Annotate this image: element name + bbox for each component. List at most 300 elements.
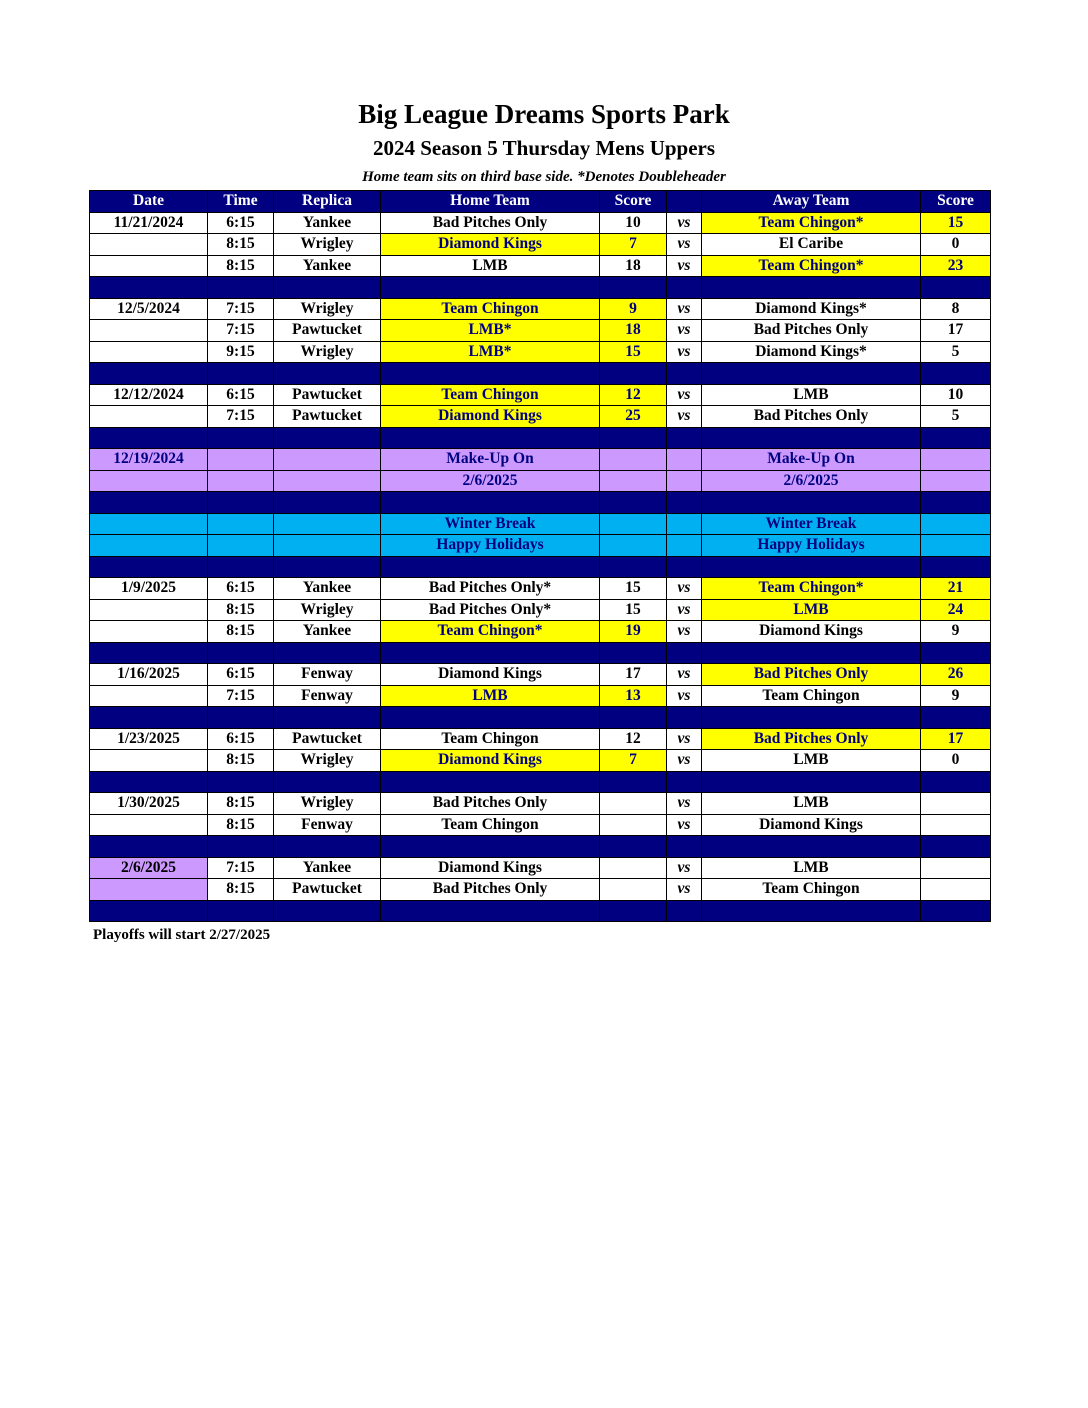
away-team-cell: Diamond Kings [702, 814, 921, 836]
home-team-cell: Diamond Kings [381, 234, 600, 256]
separator-cell [208, 492, 274, 514]
away-team-cell: Bad Pitches Only [702, 664, 921, 686]
date-cell: 2/6/2025 [90, 857, 208, 879]
date-cell [90, 535, 208, 557]
date-cell [90, 599, 208, 621]
away-team-cell: Bad Pitches Only [702, 728, 921, 750]
away-score-cell [921, 449, 991, 471]
time-cell: 8:15 [208, 255, 274, 277]
home-score-cell [600, 535, 667, 557]
date-cell [90, 513, 208, 535]
separator-cell [381, 556, 600, 578]
replica-cell: Wrigley [274, 341, 381, 363]
page-title: Big League Dreams Sports Park [358, 99, 730, 129]
vs-cell [667, 535, 702, 557]
away-team-cell: Bad Pitches Only [702, 320, 921, 342]
away-score-cell [921, 513, 991, 535]
away-score-cell [921, 470, 991, 492]
game-row [90, 879, 991, 901]
separator-cell [274, 277, 381, 299]
separator-cell [921, 900, 991, 922]
separator-cell [208, 277, 274, 299]
away-score-cell: 17 [921, 728, 991, 750]
replica-cell: Wrigley [274, 599, 381, 621]
replica-cell: Wrigley [274, 234, 381, 256]
separator-cell [90, 427, 208, 449]
away-team-cell: Team Chingon [702, 879, 921, 901]
separator-cell [274, 556, 381, 578]
away-team-cell: Diamond Kings* [702, 341, 921, 363]
home-score-cell [600, 513, 667, 535]
home-score-cell [600, 879, 667, 901]
time-cell: 7:15 [208, 857, 274, 879]
header-replica: Replica [274, 191, 381, 213]
home-team-cell: Bad Pitches Only* [381, 599, 600, 621]
date-cell: 1/23/2025 [90, 728, 208, 750]
time-cell: 7:15 [208, 320, 274, 342]
separator-cell [274, 707, 381, 729]
date-cell: 12/12/2024 [90, 384, 208, 406]
replica-cell: Fenway [274, 685, 381, 707]
date-cell [90, 255, 208, 277]
separator-cell [90, 771, 208, 793]
separator-cell [702, 642, 921, 664]
separator-cell [274, 642, 381, 664]
vs-cell: vs [667, 664, 702, 686]
replica-cell: Wrigley [274, 793, 381, 815]
doubleheader-note: Home team sits on third base side. *Denotes Doubleheader [362, 169, 726, 185]
separator-cell [702, 836, 921, 858]
header-home-team: Home Team [381, 191, 600, 213]
game-row [90, 814, 991, 836]
separator-cell [90, 363, 208, 385]
away-team-cell: Happy Holidays [702, 535, 921, 557]
date-cell: 1/9/2025 [90, 578, 208, 600]
separator-cell [381, 707, 600, 729]
time-cell [208, 513, 274, 535]
time-cell: 8:15 [208, 793, 274, 815]
home-score-cell: 7 [600, 750, 667, 772]
date-cell: 12/5/2024 [90, 298, 208, 320]
home-score-cell: 15 [600, 341, 667, 363]
separator-cell [600, 277, 667, 299]
away-team-cell: Winter Break [702, 513, 921, 535]
time-cell: 8:15 [208, 621, 274, 643]
away-team-cell: LMB [702, 793, 921, 815]
home-team-cell: Diamond Kings [381, 406, 600, 428]
home-score-cell: 12 [600, 384, 667, 406]
game-row [90, 793, 991, 815]
separator-cell [274, 363, 381, 385]
header-row [90, 191, 991, 213]
separator-cell [381, 277, 600, 299]
home-score-cell: 19 [600, 621, 667, 643]
away-team-cell: Team Chingon* [702, 578, 921, 600]
away-score-cell [921, 879, 991, 901]
replica-cell: Pawtucket [274, 879, 381, 901]
separator-cell [381, 642, 600, 664]
away-score-cell: 9 [921, 621, 991, 643]
separator-cell [921, 771, 991, 793]
time-cell: 9:15 [208, 341, 274, 363]
separator-cell [921, 492, 991, 514]
vs-cell [667, 513, 702, 535]
time-cell: 8:15 [208, 599, 274, 621]
game-row [90, 320, 991, 342]
game-row [90, 406, 991, 428]
replica-cell [274, 470, 381, 492]
away-score-cell: 21 [921, 578, 991, 600]
header-time: Time [208, 191, 274, 213]
game-row [90, 750, 991, 772]
date-cell [90, 234, 208, 256]
separator-cell [600, 363, 667, 385]
home-score-cell [600, 449, 667, 471]
separator-cell [381, 771, 600, 793]
vs-cell: vs [667, 793, 702, 815]
separator-cell [921, 427, 991, 449]
date-cell [90, 406, 208, 428]
replica-cell: Yankee [274, 578, 381, 600]
separator-cell [921, 556, 991, 578]
time-cell: 6:15 [208, 664, 274, 686]
home-team-cell: Bad Pitches Only [381, 212, 600, 234]
game-row [90, 234, 991, 256]
vs-cell: vs [667, 814, 702, 836]
home-team-cell: Bad Pitches Only* [381, 578, 600, 600]
home-score-cell: 25 [600, 406, 667, 428]
home-score-cell: 7 [600, 234, 667, 256]
vs-cell: vs [667, 578, 702, 600]
separator-cell [90, 277, 208, 299]
away-score-cell [921, 535, 991, 557]
separator-cell [208, 707, 274, 729]
separator-cell [208, 556, 274, 578]
separator-row [90, 642, 991, 664]
replica-cell: Yankee [274, 212, 381, 234]
date-cell [90, 879, 208, 901]
away-score-cell: 8 [921, 298, 991, 320]
separator-cell [702, 771, 921, 793]
separator-cell [90, 836, 208, 858]
header-away-score: Score [921, 191, 991, 213]
vs-cell: vs [667, 212, 702, 234]
game-row [90, 298, 991, 320]
home-team-cell: Team Chingon* [381, 621, 600, 643]
separator-cell [90, 492, 208, 514]
time-cell: 6:15 [208, 728, 274, 750]
vs-cell: vs [667, 750, 702, 772]
home-score-cell [600, 793, 667, 815]
home-score-cell: 18 [600, 255, 667, 277]
separator-cell [921, 277, 991, 299]
page-subtitle: 2024 Season 5 Thursday Mens Uppers [372, 136, 716, 160]
vs-cell: vs [667, 621, 702, 643]
vs-cell: vs [667, 384, 702, 406]
game-row [90, 599, 991, 621]
home-team-cell: Winter Break [381, 513, 600, 535]
home-score-cell: 17 [600, 664, 667, 686]
winter-break-row [90, 513, 991, 535]
home-team-cell: Diamond Kings [381, 750, 600, 772]
vs-cell: vs [667, 255, 702, 277]
separator-cell [667, 363, 702, 385]
time-cell: 8:15 [208, 879, 274, 901]
away-score-cell: 24 [921, 599, 991, 621]
away-team-cell: LMB [702, 750, 921, 772]
home-score-cell: 15 [600, 599, 667, 621]
winter-break-row [90, 535, 991, 557]
vs-cell [667, 449, 702, 471]
separator-cell [381, 836, 600, 858]
date-cell [90, 750, 208, 772]
separator-cell [90, 707, 208, 729]
time-cell: 6:15 [208, 212, 274, 234]
separator-cell [702, 492, 921, 514]
separator-cell [90, 556, 208, 578]
home-team-cell: Diamond Kings [381, 857, 600, 879]
time-cell: 6:15 [208, 578, 274, 600]
home-team-cell: Bad Pitches Only [381, 879, 600, 901]
separator-cell [600, 492, 667, 514]
home-team-cell: LMB [381, 685, 600, 707]
game-row [90, 578, 991, 600]
replica-cell: Pawtucket [274, 384, 381, 406]
time-cell [208, 470, 274, 492]
time-cell: 6:15 [208, 384, 274, 406]
separator-cell [921, 836, 991, 858]
away-team-cell: El Caribe [702, 234, 921, 256]
separator-cell [381, 900, 600, 922]
time-cell: 7:15 [208, 685, 274, 707]
replica-cell: Pawtucket [274, 728, 381, 750]
game-row [90, 341, 991, 363]
replica-cell [274, 535, 381, 557]
vs-cell: vs [667, 341, 702, 363]
separator-cell [667, 277, 702, 299]
game-row [90, 384, 991, 406]
away-score-cell [921, 857, 991, 879]
away-score-cell: 17 [921, 320, 991, 342]
replica-cell: Wrigley [274, 298, 381, 320]
date-cell [90, 814, 208, 836]
separator-cell [208, 363, 274, 385]
separator-cell [381, 492, 600, 514]
replica-cell [274, 513, 381, 535]
playoffs-note: Playoffs will start 2/27/2025 [93, 927, 271, 943]
separator-row [90, 277, 991, 299]
header-vs [667, 191, 702, 213]
time-cell: 8:15 [208, 814, 274, 836]
separator-cell [208, 771, 274, 793]
header-away-team: Away Team [702, 191, 921, 213]
away-team-cell: Team Chingon [702, 685, 921, 707]
away-team-cell: LMB [702, 857, 921, 879]
game-row [90, 212, 991, 234]
separator-cell [667, 771, 702, 793]
vs-cell: vs [667, 406, 702, 428]
separator-cell [600, 771, 667, 793]
replica-cell: Yankee [274, 255, 381, 277]
time-cell: 7:15 [208, 298, 274, 320]
separator-cell [90, 642, 208, 664]
home-score-cell: 15 [600, 578, 667, 600]
separator-row [90, 707, 991, 729]
separator-cell [702, 556, 921, 578]
separator-cell [600, 836, 667, 858]
home-score-cell [600, 857, 667, 879]
separator-cell [667, 492, 702, 514]
home-team-cell: Team Chingon [381, 728, 600, 750]
away-team-cell: Team Chingon* [702, 212, 921, 234]
game-row [90, 664, 991, 686]
home-team-cell: LMB [381, 255, 600, 277]
home-team-cell: Team Chingon [381, 298, 600, 320]
home-team-cell: LMB* [381, 320, 600, 342]
away-team-cell: Make-Up On [702, 449, 921, 471]
separator-cell [208, 836, 274, 858]
away-score-cell [921, 793, 991, 815]
schedule-body [90, 212, 991, 922]
home-score-cell [600, 470, 667, 492]
home-score-cell: 9 [600, 298, 667, 320]
separator-cell [921, 642, 991, 664]
date-cell [90, 685, 208, 707]
home-team-cell: Happy Holidays [381, 535, 600, 557]
away-team-cell: Bad Pitches Only [702, 406, 921, 428]
vs-cell: vs [667, 234, 702, 256]
separator-row [90, 363, 991, 385]
separator-cell [274, 427, 381, 449]
header-home-score: Score [600, 191, 667, 213]
home-team-cell: Diamond Kings [381, 664, 600, 686]
replica-cell: Yankee [274, 857, 381, 879]
time-cell [208, 449, 274, 471]
replica-cell: Pawtucket [274, 406, 381, 428]
separator-cell [274, 900, 381, 922]
away-score-cell: 0 [921, 750, 991, 772]
separator-cell [702, 363, 921, 385]
separator-cell [667, 707, 702, 729]
away-score-cell: 15 [921, 212, 991, 234]
vs-cell: vs [667, 879, 702, 901]
replica-cell: Yankee [274, 621, 381, 643]
away-score-cell: 0 [921, 234, 991, 256]
home-score-cell: 12 [600, 728, 667, 750]
separator-row [90, 427, 991, 449]
game-row [90, 255, 991, 277]
home-score-cell: 10 [600, 212, 667, 234]
separator-cell [702, 427, 921, 449]
separator-cell [921, 363, 991, 385]
away-team-cell: LMB [702, 599, 921, 621]
date-cell: 1/30/2025 [90, 793, 208, 815]
away-score-cell: 23 [921, 255, 991, 277]
time-cell: 7:15 [208, 406, 274, 428]
separator-row [90, 836, 991, 858]
vs-cell [667, 470, 702, 492]
home-team-cell: Make-Up On [381, 449, 600, 471]
replica-cell [274, 449, 381, 471]
separator-row [90, 556, 991, 578]
away-score-cell: 9 [921, 685, 991, 707]
separator-cell [667, 642, 702, 664]
home-team-cell: LMB* [381, 341, 600, 363]
separator-cell [702, 277, 921, 299]
away-score-cell: 10 [921, 384, 991, 406]
home-team-cell: 2/6/2025 [381, 470, 600, 492]
game-row [90, 685, 991, 707]
separator-cell [600, 642, 667, 664]
time-cell: 8:15 [208, 234, 274, 256]
separator-cell [667, 836, 702, 858]
vs-cell: vs [667, 599, 702, 621]
game-row [90, 728, 991, 750]
vs-cell: vs [667, 298, 702, 320]
home-score-cell: 18 [600, 320, 667, 342]
separator-cell [381, 427, 600, 449]
separator-cell [90, 900, 208, 922]
away-team-cell: Team Chingon* [702, 255, 921, 277]
vs-cell: vs [667, 685, 702, 707]
separator-row [90, 771, 991, 793]
separator-cell [600, 900, 667, 922]
date-cell [90, 320, 208, 342]
replica-cell: Pawtucket [274, 320, 381, 342]
separator-cell [921, 707, 991, 729]
separator-cell [208, 642, 274, 664]
away-score-cell: 26 [921, 664, 991, 686]
away-team-cell: LMB [702, 384, 921, 406]
home-score-cell [600, 814, 667, 836]
date-cell: 11/21/2024 [90, 212, 208, 234]
separator-cell [381, 363, 600, 385]
separator-cell [667, 556, 702, 578]
separator-cell [208, 900, 274, 922]
date-cell [90, 470, 208, 492]
game-row [90, 857, 991, 879]
home-team-cell: Bad Pitches Only [381, 793, 600, 815]
separator-cell [702, 707, 921, 729]
separator-cell [667, 427, 702, 449]
schedule-table [89, 190, 991, 922]
separator-cell [208, 427, 274, 449]
date-cell: 12/19/2024 [90, 449, 208, 471]
game-row [90, 621, 991, 643]
date-cell [90, 621, 208, 643]
home-team-cell: Team Chingon [381, 384, 600, 406]
separator-cell [702, 900, 921, 922]
separator-cell [274, 492, 381, 514]
separator-row [90, 492, 991, 514]
makeup-row [90, 449, 991, 471]
separator-cell [274, 771, 381, 793]
away-team-cell: Diamond Kings* [702, 298, 921, 320]
date-cell [90, 341, 208, 363]
vs-cell: vs [667, 728, 702, 750]
date-cell: 1/16/2025 [90, 664, 208, 686]
away-score-cell: 5 [921, 406, 991, 428]
replica-cell: Fenway [274, 664, 381, 686]
separator-cell [600, 556, 667, 578]
away-team-cell: Diamond Kings [702, 621, 921, 643]
home-team-cell: Team Chingon [381, 814, 600, 836]
away-team-cell: 2/6/2025 [702, 470, 921, 492]
header-date: Date [90, 191, 208, 213]
away-score-cell: 5 [921, 341, 991, 363]
time-cell: 8:15 [208, 750, 274, 772]
replica-cell: Fenway [274, 814, 381, 836]
